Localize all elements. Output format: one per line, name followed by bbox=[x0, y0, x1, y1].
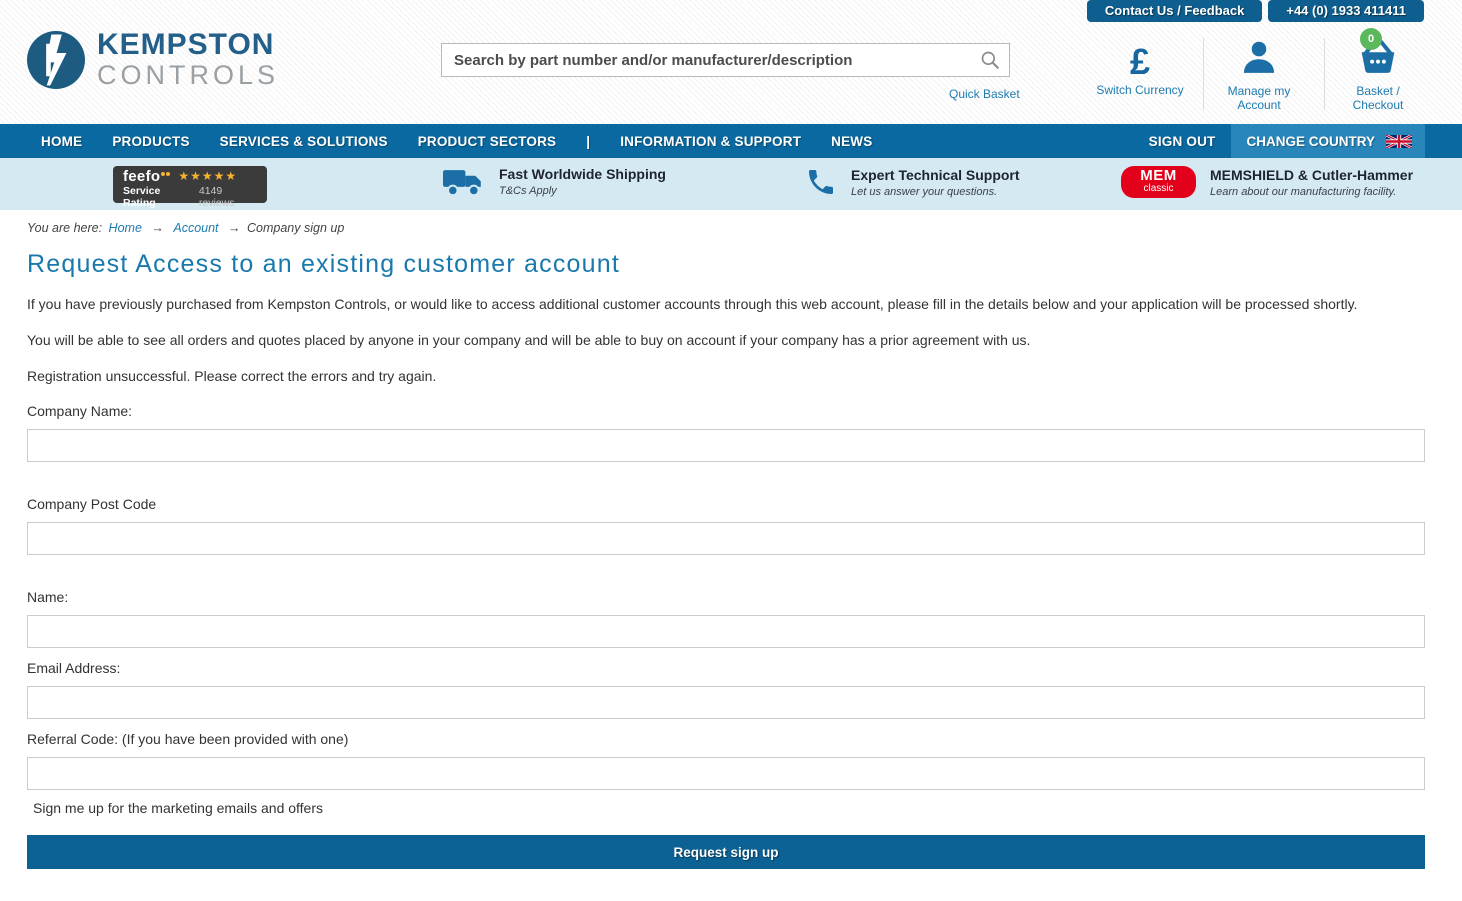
breadcrumb-arrow: → bbox=[151, 221, 164, 235]
search-input[interactable] bbox=[441, 43, 1010, 77]
referral-code-input[interactable] bbox=[27, 757, 1425, 790]
request-sign-up-button[interactable]: Request sign up bbox=[27, 835, 1425, 869]
nav-information-support[interactable]: INFORMATION & SUPPORT bbox=[620, 133, 802, 149]
mem-title: MEMSHIELD & Cutler-Hammer bbox=[1210, 166, 1414, 183]
nav-home[interactable]: HOME bbox=[41, 133, 83, 149]
brand-line1: KEMPSTON bbox=[97, 28, 275, 61]
user-icon bbox=[1240, 38, 1278, 76]
feature-mem bbox=[1121, 166, 1413, 198]
name-input[interactable] bbox=[27, 615, 1425, 648]
breadcrumb-home-link[interactable]: Home bbox=[108, 221, 142, 235]
support-title: Expert Technical Support bbox=[851, 166, 1020, 183]
search-bar bbox=[441, 43, 1010, 77]
mem-subtitle: Learn about our manufacturing facility. bbox=[1210, 185, 1397, 198]
company-name-label: Company Name: bbox=[27, 403, 133, 419]
field-name bbox=[27, 589, 1425, 648]
top-buttons bbox=[1087, 0, 1424, 22]
nav-product-sectors[interactable]: PRODUCT SECTORS bbox=[417, 133, 557, 149]
currency-pound-icon: £ bbox=[1129, 41, 1151, 82]
breadcrumb-arrow: → bbox=[228, 221, 241, 235]
truck-icon bbox=[443, 167, 485, 197]
nav-right bbox=[1149, 124, 1462, 158]
switch-currency-button[interactable] bbox=[1095, 41, 1185, 97]
page-title: Request Access to an existing customer account bbox=[27, 250, 620, 278]
sign-out-button[interactable]: SIGN OUT bbox=[1148, 133, 1216, 149]
brand-wordmark bbox=[97, 30, 279, 89]
feefo-badge[interactable] bbox=[113, 166, 267, 209]
kempston-logo-icon bbox=[27, 31, 85, 89]
breadcrumb bbox=[27, 221, 1425, 235]
feature-shipping bbox=[443, 166, 666, 197]
site-header bbox=[0, 0, 1462, 124]
intro-paragraph-2: You will be able to see all orders and quotes placed by anyone in your company and will be able to buy on account if your company has a prior agreement with us. bbox=[27, 332, 1031, 348]
header-divider bbox=[1203, 38, 1204, 110]
feefo-logo: feefo bbox=[123, 168, 161, 185]
referral-code-label: Referral Code: (If you have been provided with one) bbox=[27, 731, 349, 747]
feefo-stars: ★★★★★ bbox=[178, 169, 238, 183]
field-company-name bbox=[27, 403, 1425, 462]
company-post-code-input[interactable] bbox=[27, 522, 1425, 555]
manage-account-label: Manage my Account bbox=[1227, 84, 1291, 112]
email-address-label: Email Address: bbox=[27, 660, 121, 676]
phone-number-button[interactable]: +44 (0) 1933 411411 bbox=[1268, 0, 1424, 22]
change-country-label: CHANGE COUNTRY bbox=[1246, 133, 1375, 149]
nav-products[interactable]: PRODUCTS bbox=[112, 133, 190, 149]
basket-checkout-label: Basket / Checkout bbox=[1352, 84, 1404, 112]
contact-us-button[interactable]: Contact Us / Feedback bbox=[1087, 0, 1262, 22]
basket-count-badge: 0 bbox=[1360, 28, 1382, 50]
nav-links bbox=[0, 134, 872, 149]
email-address-input[interactable] bbox=[27, 686, 1425, 719]
nav-news[interactable]: NEWS bbox=[831, 133, 873, 149]
brand-line2: CONTROLS bbox=[97, 60, 280, 90]
change-country-button[interactable] bbox=[1231, 124, 1425, 158]
breadcrumb-prefix: You are here: bbox=[27, 221, 103, 235]
kempston-logo[interactable] bbox=[27, 30, 279, 89]
support-subtitle: Let us answer your questions. bbox=[851, 185, 998, 198]
nav-separator: | bbox=[586, 133, 591, 149]
company-signup-form bbox=[27, 403, 1425, 869]
quick-basket-link[interactable]: Quick Basket bbox=[949, 87, 1020, 101]
basket-checkout-button[interactable] bbox=[1330, 33, 1426, 112]
switch-currency-label: Switch Currency bbox=[1096, 83, 1184, 97]
mem-classic-logo: MEM classic bbox=[1121, 166, 1196, 198]
nav-services-solutions[interactable]: SERVICES & SOLUTIONS bbox=[219, 133, 388, 149]
field-company-post-code bbox=[27, 496, 1425, 555]
shipping-subtitle: T&Cs Apply bbox=[499, 185, 557, 197]
search-icon[interactable] bbox=[980, 50, 1000, 70]
marketing-optin-label[interactable]: Sign me up for the marketing emails and offers bbox=[33, 800, 324, 816]
registration-error-message: Registration unsuccessful. Please correct the errors and try again. bbox=[27, 368, 437, 384]
feefo-eyes-icon bbox=[161, 172, 170, 176]
company-post-code-label: Company Post Code bbox=[27, 496, 157, 512]
breadcrumb-account-link[interactable]: Account bbox=[173, 221, 219, 235]
main-nav bbox=[0, 124, 1462, 158]
feature-support bbox=[805, 166, 1020, 198]
phone-icon bbox=[805, 166, 837, 198]
company-name-input[interactable] bbox=[27, 429, 1425, 462]
shipping-title: Fast Worldwide Shipping bbox=[499, 166, 666, 182]
feature-strip bbox=[0, 158, 1462, 210]
feefo-service-rating-label: Service Rating bbox=[123, 185, 161, 209]
breadcrumb-current: Company sign up bbox=[247, 221, 345, 235]
uk-flag-icon bbox=[1386, 133, 1412, 150]
main-content bbox=[27, 221, 1425, 869]
manage-account-button[interactable] bbox=[1214, 38, 1304, 112]
header-divider bbox=[1324, 38, 1325, 110]
field-referral-code bbox=[27, 731, 1425, 790]
field-email-address bbox=[27, 660, 1425, 719]
feefo-reviews-count: 4149 reviews bbox=[198, 185, 235, 209]
name-label: Name: bbox=[27, 589, 69, 605]
intro-paragraph-1: If you have previously purchased from Kempston Controls, or would like to access additional customer accounts through this web account, please fill in the details below and your application will be processed shortly. bbox=[27, 296, 1358, 312]
